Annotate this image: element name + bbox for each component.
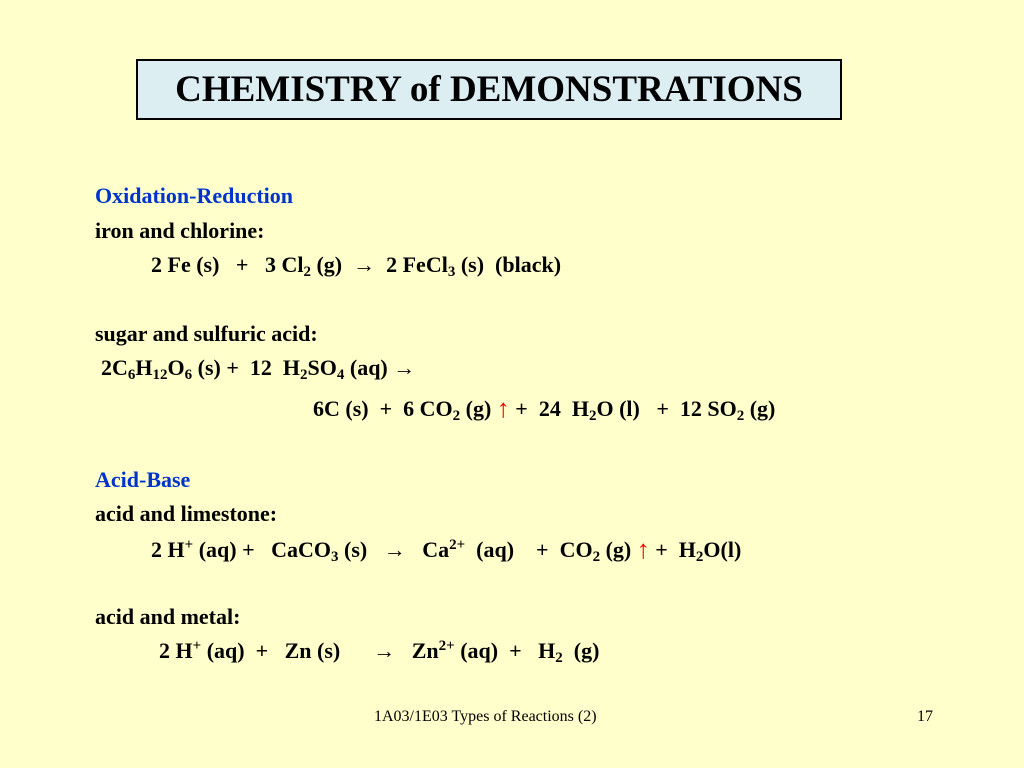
reaction-arrow-icon: → (393, 355, 416, 380)
section-heading-acid-base: Acid-Base (95, 467, 191, 492)
gas-evolved-arrow-icon: ↑ (496, 394, 510, 423)
slide-page-number: 17 (917, 708, 933, 725)
label-iron-and-chlorine: iron and chlorine: (95, 218, 265, 243)
reaction-arrow-icon: → (383, 537, 406, 562)
label-acid-and-limestone: acid and limestone: (95, 501, 278, 526)
slide-footer: 1A03/1E03 Types of Reactions (2) (374, 708, 597, 725)
equation-acid-metal: 2 H+ (aq) + Zn (s) → $Zn^{2+}$ $(aq) + H_2$ (g) (159, 638, 600, 666)
reaction-arrow-icon: → (353, 252, 376, 277)
slide-title: CHEMISTRY of DEMONSTRATIONS (136, 59, 842, 120)
equation-sugar-reactants: $2C_6H_{12}O_6$ (s) + 12 $H_2SO_4$ (aq) → (101, 355, 416, 383)
equation-acid-limestone: 2 H+ (aq) + CaCO$_3$ $(s) \to Ca^{2+}$ (aq) + $CO_2$ (g) ↑ + $H_2O(l)$ (151, 535, 742, 565)
gas-evolved-arrow-icon: ↑ (636, 535, 650, 564)
section-heading-oxidation-reduction: Oxidation-Reduction (95, 183, 294, 208)
reaction-arrow-icon: → (373, 638, 396, 663)
equation-sugar-products: 6C (s) + 6 $CO_2$ (g) ↑ + 24 $H_2O$ (l) + 12 $SO_2$ (g) (313, 394, 776, 424)
equation-iron-chlorine: 2 Fe (s) + 3 $Cl_2$ (g) → 2 FeCl$_3$ (s) (black) (151, 252, 562, 280)
label-sugar-and-sulfuric-acid: sugar and sulfuric acid: (95, 321, 318, 346)
label-acid-and-metal: acid and metal: (95, 604, 241, 629)
